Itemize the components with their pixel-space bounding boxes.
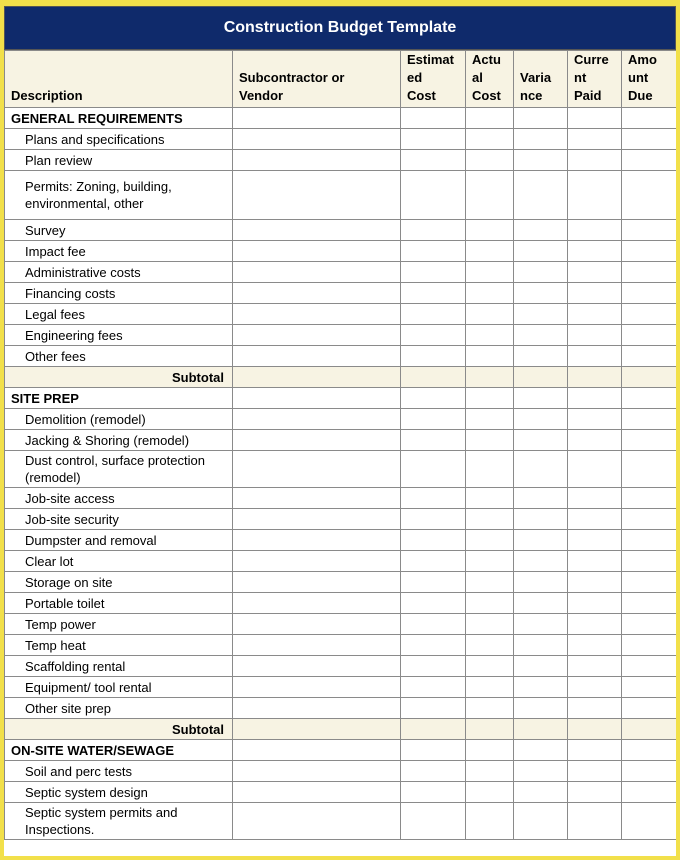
- cell-estimated-cost[interactable]: [401, 325, 466, 346]
- cell-amount-due[interactable]: [622, 803, 677, 840]
- cell-amount-due[interactable]: [622, 241, 677, 262]
- table-row: [5, 614, 677, 635]
- table-row: [5, 430, 677, 451]
- cell-estimated-cost[interactable]: [401, 551, 466, 572]
- cell-variance[interactable]: [514, 129, 568, 150]
- item-description: Scaffolding rental: [5, 656, 233, 677]
- cell-current-paid[interactable]: [568, 572, 622, 593]
- cell-variance[interactable]: [514, 488, 568, 509]
- item-description: Demolition (remodel): [5, 409, 233, 430]
- item-description: Dust control, surface protection (remodel): [5, 451, 233, 488]
- cell-estimated-cost[interactable]: [401, 698, 466, 719]
- cell-variance[interactable]: [514, 304, 568, 325]
- cell-amount-due[interactable]: [622, 509, 677, 530]
- cell-estimated-cost[interactable]: [401, 108, 466, 129]
- cell-variance[interactable]: [514, 719, 568, 740]
- cell-actual-cost[interactable]: [466, 803, 514, 840]
- cell-estimated-cost[interactable]: [401, 262, 466, 283]
- cell-amount-due[interactable]: [622, 220, 677, 241]
- item-description: Dumpster and removal: [5, 530, 233, 551]
- cell-subcontractor-vendor[interactable]: [233, 551, 401, 572]
- cell-current-paid[interactable]: [568, 171, 622, 220]
- subtotal-label: Subtotal: [5, 719, 233, 740]
- table-row: [5, 635, 677, 656]
- cell-subcontractor-vendor[interactable]: [233, 367, 401, 388]
- cell-amount-due[interactable]: [622, 108, 677, 129]
- table-row: [5, 530, 677, 551]
- cell-actual-cost[interactable]: [466, 635, 514, 656]
- table-row: [5, 283, 677, 304]
- cell-subcontractor-vendor[interactable]: [233, 803, 401, 840]
- section-label: GENERAL REQUIREMENTS: [5, 108, 233, 129]
- cell-current-paid[interactable]: [568, 593, 622, 614]
- cell-current-paid[interactable]: [568, 803, 622, 840]
- cell-estimated-cost[interactable]: [401, 150, 466, 171]
- cell-estimated-cost[interactable]: [401, 782, 466, 803]
- table-row: [5, 325, 677, 346]
- cell-current-paid[interactable]: [568, 388, 622, 409]
- column-header-amount-due: Amo unt Due: [622, 51, 677, 108]
- column-header-description: Description: [5, 51, 233, 108]
- table-row: [5, 488, 677, 509]
- cell-current-paid[interactable]: [568, 488, 622, 509]
- column-header-actual-cost: Actu al Cost: [466, 51, 514, 108]
- cell-actual-cost[interactable]: [466, 325, 514, 346]
- cell-variance[interactable]: [514, 530, 568, 551]
- item-description: Clear lot: [5, 551, 233, 572]
- cell-actual-cost[interactable]: [466, 488, 514, 509]
- cell-estimated-cost[interactable]: [401, 346, 466, 367]
- item-description: Financing costs: [5, 283, 233, 304]
- cell-subcontractor-vendor[interactable]: [233, 698, 401, 719]
- table-row: [5, 150, 677, 171]
- column-header-current-paid: Curre nt Paid: [568, 51, 622, 108]
- cell-variance[interactable]: [514, 367, 568, 388]
- cell-subcontractor-vendor[interactable]: [233, 530, 401, 551]
- cell-actual-cost[interactable]: [466, 262, 514, 283]
- cell-actual-cost[interactable]: [466, 430, 514, 451]
- item-description: Equipment/ tool rental: [5, 677, 233, 698]
- table-row: [5, 782, 677, 803]
- cell-current-paid[interactable]: [568, 782, 622, 803]
- cell-subcontractor-vendor[interactable]: [233, 719, 401, 740]
- table-row: [5, 304, 677, 325]
- cell-amount-due[interactable]: [622, 782, 677, 803]
- item-description: Plans and specifications: [5, 129, 233, 150]
- cell-estimated-cost[interactable]: [401, 409, 466, 430]
- cell-subcontractor-vendor[interactable]: [233, 593, 401, 614]
- cell-variance[interactable]: [514, 108, 568, 129]
- cell-subcontractor-vendor[interactable]: [233, 409, 401, 430]
- cell-current-paid[interactable]: [568, 740, 622, 761]
- cell-actual-cost[interactable]: [466, 129, 514, 150]
- item-description: Legal fees: [5, 304, 233, 325]
- table-row: [5, 220, 677, 241]
- cell-amount-due[interactable]: [622, 150, 677, 171]
- cell-variance[interactable]: [514, 614, 568, 635]
- item-description: Impact fee: [5, 241, 233, 262]
- cell-estimated-cost[interactable]: [401, 171, 466, 220]
- cell-current-paid[interactable]: [568, 551, 622, 572]
- cell-amount-due[interactable]: [622, 761, 677, 782]
- cell-current-paid[interactable]: [568, 677, 622, 698]
- cell-estimated-cost[interactable]: [401, 635, 466, 656]
- table-row: [5, 677, 677, 698]
- cell-actual-cost[interactable]: [466, 451, 514, 488]
- cell-estimated-cost[interactable]: [401, 509, 466, 530]
- cell-current-paid[interactable]: [568, 719, 622, 740]
- item-description: Temp power: [5, 614, 233, 635]
- cell-subcontractor-vendor[interactable]: [233, 346, 401, 367]
- cell-variance[interactable]: [514, 803, 568, 840]
- cell-current-paid[interactable]: [568, 698, 622, 719]
- table-body: [5, 108, 677, 840]
- header-row: [5, 51, 677, 108]
- cell-subcontractor-vendor[interactable]: [233, 488, 401, 509]
- cell-actual-cost[interactable]: [466, 593, 514, 614]
- cell-subcontractor-vendor[interactable]: [233, 740, 401, 761]
- cell-estimated-cost[interactable]: [401, 677, 466, 698]
- cell-estimated-cost[interactable]: [401, 220, 466, 241]
- cell-amount-due[interactable]: [622, 367, 677, 388]
- subtotal-row: [5, 719, 677, 740]
- subtotal-label: Subtotal: [5, 367, 233, 388]
- cell-subcontractor-vendor[interactable]: [233, 241, 401, 262]
- table-row: [5, 262, 677, 283]
- cell-current-paid[interactable]: [568, 635, 622, 656]
- cell-current-paid[interactable]: [568, 656, 622, 677]
- item-description: Survey: [5, 220, 233, 241]
- cell-amount-due[interactable]: [622, 551, 677, 572]
- table-row: [5, 171, 677, 220]
- cell-variance[interactable]: [514, 150, 568, 171]
- column-header-variance: Varia nce: [514, 51, 568, 108]
- cell-current-paid[interactable]: [568, 129, 622, 150]
- cell-actual-cost[interactable]: [466, 283, 514, 304]
- cell-subcontractor-vendor[interactable]: [233, 430, 401, 451]
- cell-actual-cost[interactable]: [466, 656, 514, 677]
- cell-variance[interactable]: [514, 761, 568, 782]
- cell-variance[interactable]: [514, 325, 568, 346]
- item-description: Other fees: [5, 346, 233, 367]
- cell-current-paid[interactable]: [568, 241, 622, 262]
- cell-subcontractor-vendor[interactable]: [233, 761, 401, 782]
- cell-actual-cost[interactable]: [466, 108, 514, 129]
- item-description: Soil and perc tests: [5, 761, 233, 782]
- cell-estimated-cost[interactable]: [401, 488, 466, 509]
- cell-current-paid[interactable]: [568, 108, 622, 129]
- cell-actual-cost[interactable]: [466, 530, 514, 551]
- cell-variance[interactable]: [514, 262, 568, 283]
- cell-subcontractor-vendor[interactable]: [233, 635, 401, 656]
- cell-amount-due[interactable]: [622, 719, 677, 740]
- cell-variance[interactable]: [514, 635, 568, 656]
- item-description: Jacking & Shoring (remodel): [5, 430, 233, 451]
- cell-current-paid[interactable]: [568, 325, 622, 346]
- table-row: [5, 451, 677, 488]
- cell-amount-due[interactable]: [622, 283, 677, 304]
- cell-variance[interactable]: [514, 346, 568, 367]
- sheet-title: Construction Budget Template: [4, 6, 676, 50]
- cell-variance[interactable]: [514, 740, 568, 761]
- cell-subcontractor-vendor[interactable]: [233, 129, 401, 150]
- cell-variance[interactable]: [514, 677, 568, 698]
- cell-variance[interactable]: [514, 698, 568, 719]
- cell-amount-due[interactable]: [622, 740, 677, 761]
- cell-amount-due[interactable]: [622, 451, 677, 488]
- cell-variance[interactable]: [514, 409, 568, 430]
- cell-estimated-cost[interactable]: [401, 430, 466, 451]
- cell-actual-cost[interactable]: [466, 171, 514, 220]
- cell-subcontractor-vendor[interactable]: [233, 509, 401, 530]
- cell-current-paid[interactable]: [568, 346, 622, 367]
- cell-actual-cost[interactable]: [466, 782, 514, 803]
- table-row: [5, 698, 677, 719]
- cell-amount-due[interactable]: [622, 572, 677, 593]
- cell-subcontractor-vendor[interactable]: [233, 451, 401, 488]
- cell-estimated-cost[interactable]: [401, 803, 466, 840]
- cell-subcontractor-vendor[interactable]: [233, 325, 401, 346]
- item-description: Septic system design: [5, 782, 233, 803]
- cell-actual-cost[interactable]: [466, 551, 514, 572]
- cell-estimated-cost[interactable]: [401, 740, 466, 761]
- cell-current-paid[interactable]: [568, 430, 622, 451]
- cell-estimated-cost[interactable]: [401, 367, 466, 388]
- section-label: SITE PREP: [5, 388, 233, 409]
- section-row: [5, 108, 677, 129]
- cell-amount-due[interactable]: [622, 593, 677, 614]
- section-label: ON-SITE WATER/SEWAGE: [5, 740, 233, 761]
- cell-estimated-cost[interactable]: [401, 129, 466, 150]
- cell-subcontractor-vendor[interactable]: [233, 614, 401, 635]
- cell-current-paid[interactable]: [568, 283, 622, 304]
- item-description: Plan review: [5, 150, 233, 171]
- table-row: [5, 593, 677, 614]
- section-row: [5, 740, 677, 761]
- cell-subcontractor-vendor[interactable]: [233, 782, 401, 803]
- cell-subcontractor-vendor[interactable]: [233, 388, 401, 409]
- cell-actual-cost[interactable]: [466, 614, 514, 635]
- cell-actual-cost[interactable]: [466, 509, 514, 530]
- cell-variance[interactable]: [514, 656, 568, 677]
- item-description: Temp heat: [5, 635, 233, 656]
- cell-variance[interactable]: [514, 220, 568, 241]
- cell-current-paid[interactable]: [568, 614, 622, 635]
- cell-amount-due[interactable]: [622, 409, 677, 430]
- cell-current-paid[interactable]: [568, 761, 622, 782]
- table-row: [5, 572, 677, 593]
- cell-subcontractor-vendor[interactable]: [233, 656, 401, 677]
- cell-actual-cost[interactable]: [466, 346, 514, 367]
- cell-current-paid[interactable]: [568, 304, 622, 325]
- budget-table: [4, 50, 676, 840]
- cell-estimated-cost[interactable]: [401, 719, 466, 740]
- cell-amount-due[interactable]: [622, 346, 677, 367]
- cell-subcontractor-vendor[interactable]: [233, 171, 401, 220]
- cell-actual-cost[interactable]: [466, 761, 514, 782]
- table-row: [5, 129, 677, 150]
- cell-estimated-cost[interactable]: [401, 388, 466, 409]
- cell-amount-due[interactable]: [622, 430, 677, 451]
- cell-variance[interactable]: [514, 388, 568, 409]
- item-description: Permits: Zoning, building, environmental, other: [5, 171, 233, 220]
- item-description: Job-site security: [5, 509, 233, 530]
- cell-subcontractor-vendor[interactable]: [233, 677, 401, 698]
- item-description: Other site prep: [5, 698, 233, 719]
- cell-subcontractor-vendor[interactable]: [233, 304, 401, 325]
- cell-amount-due[interactable]: [622, 635, 677, 656]
- cell-estimated-cost[interactable]: [401, 593, 466, 614]
- cell-estimated-cost[interactable]: [401, 304, 466, 325]
- cell-amount-due[interactable]: [622, 325, 677, 346]
- budget-sheet: [4, 6, 676, 856]
- cell-actual-cost[interactable]: [466, 677, 514, 698]
- cell-subcontractor-vendor[interactable]: [233, 262, 401, 283]
- cell-current-paid[interactable]: [568, 150, 622, 171]
- cell-amount-due[interactable]: [622, 171, 677, 220]
- table-row: [5, 409, 677, 430]
- table-row: [5, 803, 677, 840]
- cell-estimated-cost[interactable]: [401, 283, 466, 304]
- cell-estimated-cost[interactable]: [401, 572, 466, 593]
- cell-actual-cost[interactable]: [466, 150, 514, 171]
- cell-actual-cost[interactable]: [466, 220, 514, 241]
- item-description: Storage on site: [5, 572, 233, 593]
- cell-variance[interactable]: [514, 451, 568, 488]
- cell-current-paid[interactable]: [568, 220, 622, 241]
- cell-amount-due[interactable]: [622, 530, 677, 551]
- cell-amount-due[interactable]: [622, 656, 677, 677]
- cell-current-paid[interactable]: [568, 509, 622, 530]
- cell-amount-due[interactable]: [622, 698, 677, 719]
- cell-subcontractor-vendor[interactable]: [233, 108, 401, 129]
- item-description: Portable toilet: [5, 593, 233, 614]
- cell-current-paid[interactable]: [568, 451, 622, 488]
- table-row: [5, 551, 677, 572]
- table-row: [5, 509, 677, 530]
- table-row: [5, 656, 677, 677]
- cell-actual-cost[interactable]: [466, 698, 514, 719]
- cell-actual-cost[interactable]: [466, 719, 514, 740]
- item-description: Engineering fees: [5, 325, 233, 346]
- cell-current-paid[interactable]: [568, 367, 622, 388]
- cell-variance[interactable]: [514, 593, 568, 614]
- section-row: [5, 388, 677, 409]
- cell-variance[interactable]: [514, 241, 568, 262]
- cell-amount-due[interactable]: [622, 304, 677, 325]
- cell-estimated-cost[interactable]: [401, 451, 466, 488]
- cell-actual-cost[interactable]: [466, 241, 514, 262]
- column-header-subcontractor-vendor: Subcontractor or Vendor: [233, 51, 401, 108]
- cell-amount-due[interactable]: [622, 262, 677, 283]
- cell-subcontractor-vendor[interactable]: [233, 283, 401, 304]
- cell-variance[interactable]: [514, 782, 568, 803]
- cell-subcontractor-vendor[interactable]: [233, 150, 401, 171]
- cell-actual-cost[interactable]: [466, 409, 514, 430]
- item-description: Job-site access: [5, 488, 233, 509]
- subtotal-row: [5, 367, 677, 388]
- cell-variance[interactable]: [514, 283, 568, 304]
- table-row: [5, 761, 677, 782]
- cell-variance[interactable]: [514, 171, 568, 220]
- cell-variance[interactable]: [514, 430, 568, 451]
- item-description: Administrative costs: [5, 262, 233, 283]
- cell-amount-due[interactable]: [622, 488, 677, 509]
- cell-actual-cost[interactable]: [466, 388, 514, 409]
- cell-amount-due[interactable]: [622, 388, 677, 409]
- cell-variance[interactable]: [514, 551, 568, 572]
- cell-actual-cost[interactable]: [466, 572, 514, 593]
- cell-amount-due[interactable]: [622, 677, 677, 698]
- cell-current-paid[interactable]: [568, 262, 622, 283]
- column-header-estimated-cost: Estimat ed Cost: [401, 51, 466, 108]
- cell-amount-due[interactable]: [622, 129, 677, 150]
- cell-subcontractor-vendor[interactable]: [233, 572, 401, 593]
- cell-subcontractor-vendor[interactable]: [233, 220, 401, 241]
- cell-current-paid[interactable]: [568, 530, 622, 551]
- item-description: Septic system permits and Inspections.: [5, 803, 233, 840]
- cell-actual-cost[interactable]: [466, 304, 514, 325]
- table-row: [5, 241, 677, 262]
- cell-amount-due[interactable]: [622, 614, 677, 635]
- cell-estimated-cost[interactable]: [401, 656, 466, 677]
- cell-estimated-cost[interactable]: [401, 761, 466, 782]
- cell-current-paid[interactable]: [568, 409, 622, 430]
- cell-actual-cost[interactable]: [466, 740, 514, 761]
- cell-variance[interactable]: [514, 572, 568, 593]
- cell-estimated-cost[interactable]: [401, 241, 466, 262]
- cell-variance[interactable]: [514, 509, 568, 530]
- cell-estimated-cost[interactable]: [401, 530, 466, 551]
- table-row: [5, 346, 677, 367]
- cell-estimated-cost[interactable]: [401, 614, 466, 635]
- cell-actual-cost[interactable]: [466, 367, 514, 388]
